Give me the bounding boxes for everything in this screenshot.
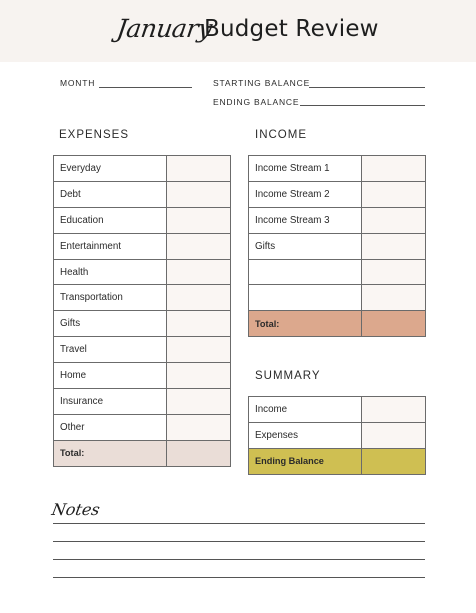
ending-balance-label: Ending Balance	[249, 448, 362, 474]
notes-line[interactable]	[53, 523, 425, 524]
expense-label: Transportation	[54, 285, 167, 311]
table-row	[249, 285, 426, 311]
expenses-total-label: Total:	[54, 440, 167, 466]
starting-balance-label: STARTING BALANCE	[213, 78, 311, 88]
expenses-table	[53, 155, 231, 467]
expense-value-cell[interactable]	[167, 259, 231, 285]
notes-line[interactable]	[53, 541, 425, 542]
ending-balance-value-cell[interactable]	[362, 448, 426, 474]
summary-heading: SUMMARY	[255, 370, 321, 382]
expenses-heading: EXPENSES	[59, 129, 129, 141]
income-value-cell[interactable]	[362, 156, 426, 182]
income-value-cell[interactable]	[362, 259, 426, 285]
income-table	[248, 155, 426, 337]
income-label: Income Stream 2	[249, 181, 362, 207]
expense-label: Everyday	[54, 156, 167, 182]
table-row	[54, 233, 231, 259]
expense-label: Insurance	[54, 389, 167, 415]
expense-label: Other	[54, 414, 167, 440]
table-row	[54, 389, 231, 415]
table-row	[249, 233, 426, 259]
expense-value-cell[interactable]	[167, 233, 231, 259]
summary-table	[248, 396, 426, 475]
expense-label: Home	[54, 363, 167, 389]
income-heading: INCOME	[255, 129, 307, 141]
income-value-cell[interactable]	[362, 285, 426, 311]
table-row	[249, 422, 426, 448]
income-value-cell[interactable]	[362, 207, 426, 233]
starting-balance-field[interactable]	[309, 87, 425, 88]
expense-label: Gifts	[54, 311, 167, 337]
expense-value-cell[interactable]	[167, 363, 231, 389]
expense-value-cell[interactable]	[167, 156, 231, 182]
expenses-total-row	[54, 440, 231, 466]
summary-value-cell[interactable]	[362, 422, 426, 448]
income-label-blank[interactable]	[249, 285, 362, 311]
income-total-value-cell[interactable]	[362, 311, 426, 337]
income-label: Income Stream 3	[249, 207, 362, 233]
income-label-blank[interactable]	[249, 259, 362, 285]
expense-label: Entertainment	[54, 233, 167, 259]
table-row	[54, 207, 231, 233]
table-row	[54, 337, 231, 363]
table-row	[54, 414, 231, 440]
expense-label: Education	[54, 207, 167, 233]
expenses-total-value-cell[interactable]	[167, 440, 231, 466]
expense-label: Travel	[54, 337, 167, 363]
table-row	[54, 363, 231, 389]
expense-label: Debt	[54, 181, 167, 207]
expense-value-cell[interactable]	[167, 181, 231, 207]
notes-line[interactable]	[53, 559, 425, 560]
expense-value-cell[interactable]	[167, 285, 231, 311]
table-row	[54, 156, 231, 182]
expense-value-cell[interactable]	[167, 311, 231, 337]
income-value-cell[interactable]	[362, 181, 426, 207]
month-field[interactable]	[99, 87, 192, 88]
header-banner	[0, 0, 476, 62]
expense-value-cell[interactable]	[167, 337, 231, 363]
table-row	[249, 156, 426, 182]
ending-balance-field[interactable]	[300, 105, 425, 106]
table-row	[54, 259, 231, 285]
table-row	[249, 397, 426, 423]
income-label: Income Stream 1	[249, 156, 362, 182]
month-label: MONTH	[60, 78, 96, 88]
summary-label: Expenses	[249, 422, 362, 448]
income-value-cell[interactable]	[362, 233, 426, 259]
table-row	[54, 311, 231, 337]
month-script-title: January	[114, 14, 214, 43]
ending-balance-label: ENDING BALANCE	[213, 97, 300, 107]
summary-value-cell[interactable]	[362, 397, 426, 423]
income-total-label: Total:	[249, 311, 362, 337]
income-label: Gifts	[249, 233, 362, 259]
notes-line[interactable]	[53, 577, 425, 578]
table-row	[249, 207, 426, 233]
table-row	[249, 181, 426, 207]
table-row	[249, 259, 426, 285]
expense-value-cell[interactable]	[167, 389, 231, 415]
expense-value-cell[interactable]	[167, 207, 231, 233]
table-row	[54, 181, 231, 207]
summary-label: Income	[249, 397, 362, 423]
expense-value-cell[interactable]	[167, 414, 231, 440]
page-title: Budget Review	[204, 16, 379, 42]
ending-balance-row	[249, 448, 426, 474]
income-total-row	[249, 311, 426, 337]
expense-label: Health	[54, 259, 167, 285]
table-row	[54, 285, 231, 311]
notes-script-label: Notes	[50, 500, 102, 519]
